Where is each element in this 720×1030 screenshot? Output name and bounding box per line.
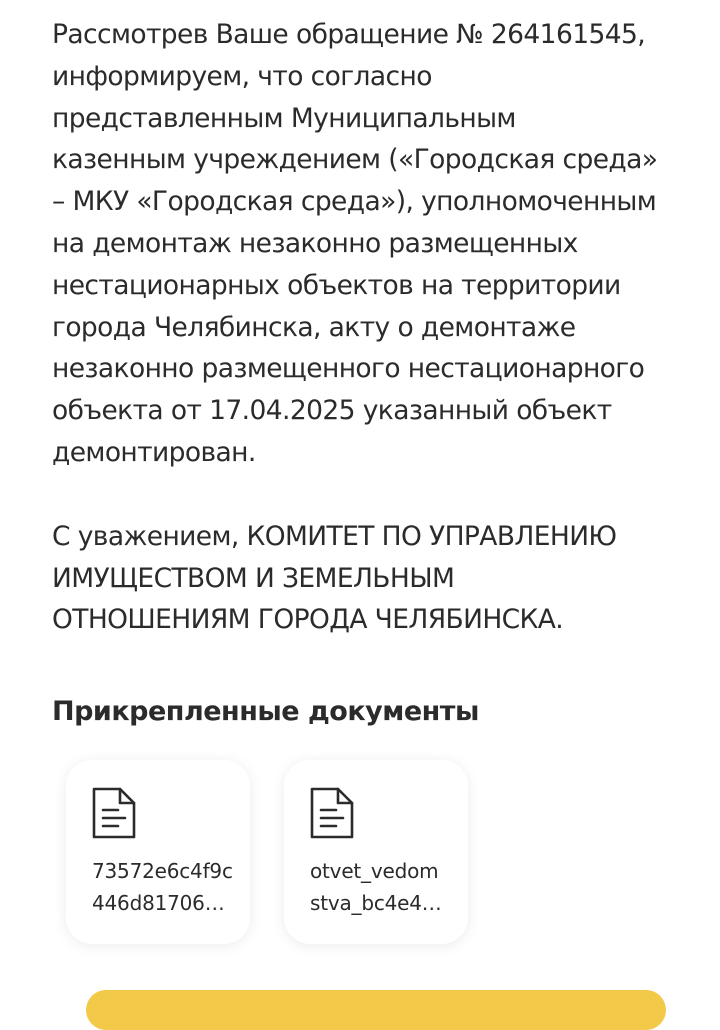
signature-line: С уважением, КОМИТЕТ ПО УПРАВЛЕНИЮ <box>52 520 617 552</box>
attachment-card[interactable] <box>66 760 250 944</box>
response-body <box>52 14 712 641</box>
response-text <box>52 14 712 474</box>
signature-line: ОТНОШЕНИЯМ ГОРОДА ЧЕЛЯБИНСКА. <box>52 604 564 636</box>
signature-line: ИМУЩЕСТВОМ И ЗЕМЕЛЬНЫМ <box>52 562 455 594</box>
attachment-name <box>92 855 232 919</box>
response-line: на демонтаж незаконно размещенных <box>52 227 578 259</box>
attachments-list <box>66 760 468 944</box>
response-line: – МКУ «Городская среда»), уполномоченным <box>52 186 657 218</box>
attachments-title: Прикрепленные документы <box>52 696 479 727</box>
response-line: города Челябинска, акту о демонтаже <box>52 311 576 343</box>
signature <box>52 516 712 641</box>
attachment-name-line: stva_bc4e4… <box>310 891 442 915</box>
attachment-name-line: otvet_vedom <box>310 859 439 883</box>
attachment-card[interactable] <box>284 760 468 944</box>
attachment-name-line: 73572e6c4f9c <box>92 859 233 883</box>
response-line: Рассмотрев Ваше обращение № 264161545, <box>52 19 646 50</box>
response-line: представленным Муниципальным <box>52 102 516 134</box>
document-icon <box>308 786 356 840</box>
bottom-action-button[interactable] <box>86 990 666 1030</box>
response-line: демонтирован. <box>52 436 256 468</box>
response-line: информируем, что согласно <box>52 60 432 92</box>
response-line: объекта от 17.04.2025 указанный объект <box>52 395 612 427</box>
attachment-name-line: 446d81706… <box>92 891 225 915</box>
response-line: незаконно размещенного нестационарного <box>52 353 645 385</box>
response-line: нестационарных объектов на территории <box>52 269 621 301</box>
response-line: казенным учреждением («Городская среда» <box>52 144 658 176</box>
attachment-name <box>310 855 450 919</box>
document-icon <box>90 786 138 840</box>
